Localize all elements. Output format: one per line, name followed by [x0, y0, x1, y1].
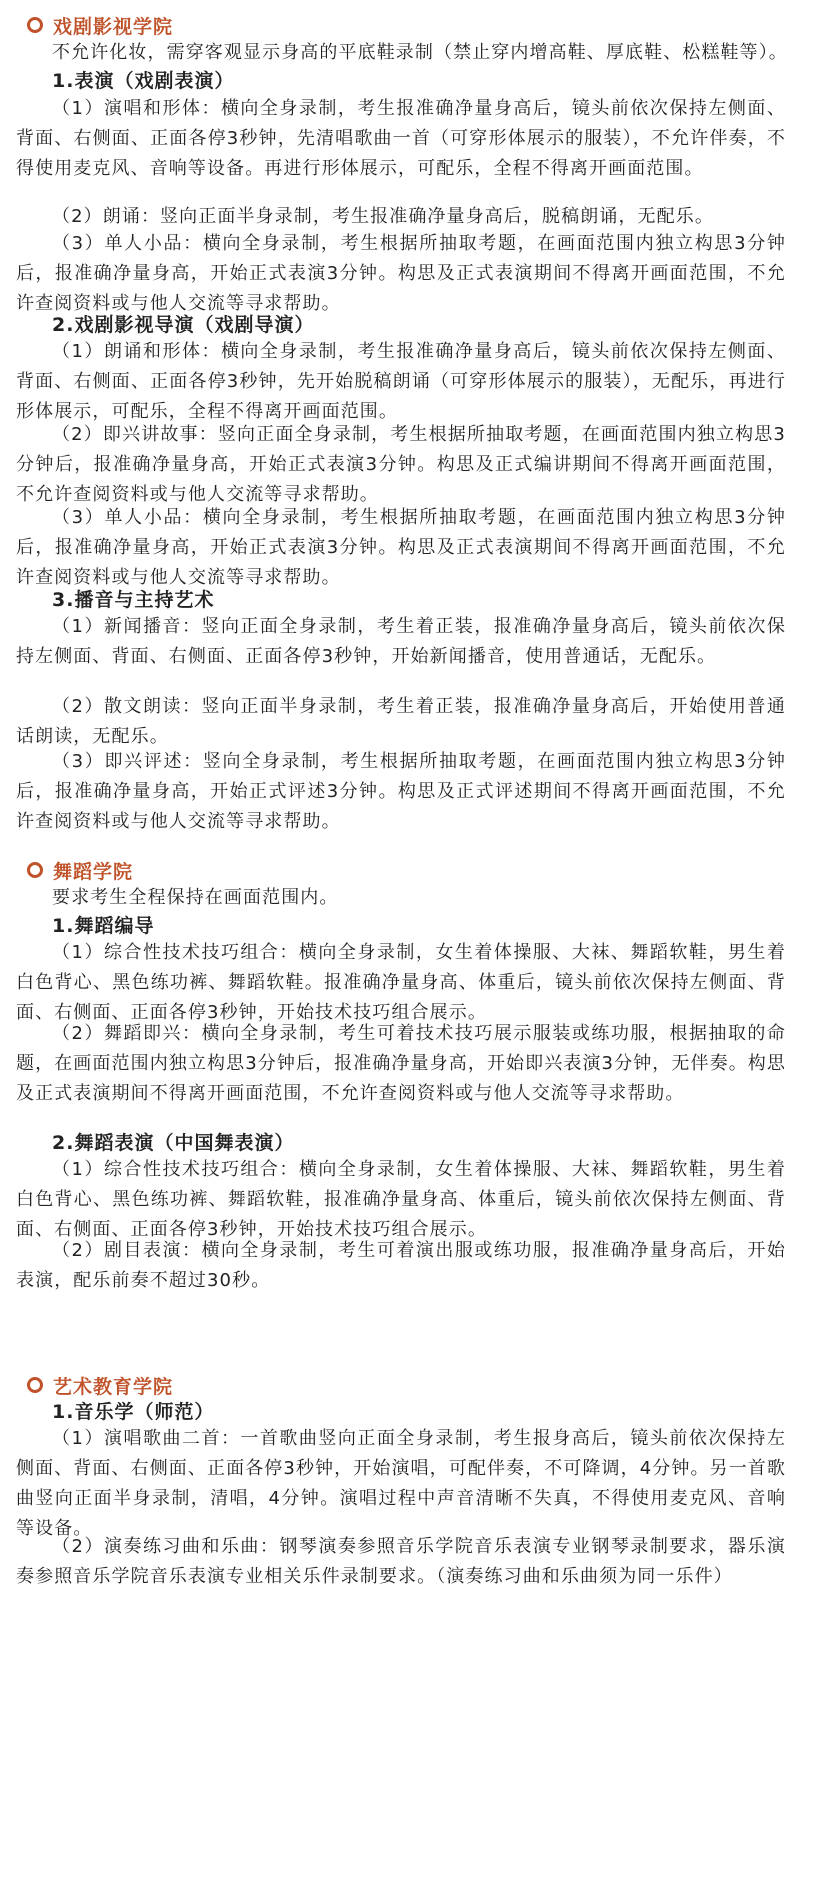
- section-title: 舞蹈学院: [53, 860, 134, 883]
- requirement-paragraph: （3）即兴评述：竖向全身录制，考生根据所抽取考题，在画面范围内独立构思3分钟后，报准确净量身高，开始正式评述3分钟。构思及正式评述期间不得离开画面范围，不允许查阅资料或与他人交流等寻求帮助。: [16, 751, 786, 832]
- requirement-paragraph: （2）剧目表演：横向全身录制，考生可着演出服或练功服，报准确净量身高后，开始表演，配乐前奏不超过30秒。: [16, 1240, 786, 1291]
- requirement-paragraph: （1）朗诵和形体：横向全身录制，考生报准确净量身高后，镜头前依次保持左侧面、背面、右侧面、正面各停3秒钟，先开始脱稿朗诵（可穿形体展示的服装），无配乐，再进行形体展示，可配乐，全程不得离开画面范围。: [16, 341, 786, 422]
- requirement-paragraph: （1）演唱和形体：横向全身录制，考生报准确净量身高后，镜头前依次保持左侧面、背面、右侧面、正面各停3秒钟，先清唱歌曲一首（可穿形体展示的服装），不允许伴奏，不得使用麦克风、音响等设备。再进行形体展示，可配乐，全程不得离开画面范围。: [16, 98, 786, 179]
- circle-outline-icon: [27, 1377, 43, 1393]
- major-title: 2.戏剧影视导演（戏剧导演）: [52, 314, 315, 336]
- section-header: [27, 10, 173, 40]
- requirement-paragraph: （3）单人小品：横向全身录制，考生根据所抽取考题，在画面范围内独立构思3分钟后，报准确净量身高，开始正式表演3分钟。构思及正式表演期间不得离开画面范围，不允许查阅资料或与他人交流等寻求帮助。: [16, 233, 786, 314]
- circle-outline-icon: [27, 17, 43, 33]
- requirement-paragraph: （1）新闻播音：竖向正面全身录制，考生着正装，报准确净量身高后，镜头前依次保持左侧面、背面、右侧面、正面各停3秒钟，开始新闻播音，使用普通话，无配乐。: [16, 616, 786, 667]
- requirement-paragraph: （3）单人小品：横向全身录制，考生根据所抽取考题，在画面范围内独立构思3分钟后，报准确净量身高，开始正式表演3分钟。构思及正式表演期间不得离开画面范围，不允许查阅资料或与他人交流等寻求帮助。: [16, 507, 786, 588]
- section-title: 戏剧影视学院: [53, 15, 174, 38]
- requirement-paragraph: （1）综合性技术技巧组合：横向全身录制，女生着体操服、大袜、舞蹈软鞋，男生着白色背心、黑色练功裤、舞蹈软鞋，报准确净量身高、体重后，镜头前依次保持左侧面、背面、右侧面、正面各停3秒钟，开始技术技巧组合展示。: [16, 1159, 786, 1240]
- requirement-paragraph: （2）演奏练习曲和乐曲：钢琴演奏参照音乐学院音乐表演专业钢琴录制要求，器乐演奏参照音乐学院音乐表演专业相关乐件录制要求。（演奏练习曲和乐曲须为同一乐件）: [16, 1536, 786, 1587]
- requirement-paragraph: （2）散文朗读：竖向正面半身录制，考生着正装，报准确净量身高后，开始使用普通话朗读，无配乐。: [16, 696, 786, 747]
- circle-outline-icon: [27, 862, 43, 878]
- section-header: [27, 855, 133, 885]
- major-title: 1.表演（戏剧表演）: [52, 70, 235, 92]
- requirement-paragraph: （2）朗诵：竖向正面半身录制，考生报准确净量身高后，脱稿朗诵，无配乐。: [52, 206, 714, 227]
- section-intro: 要求考生全程保持在画面范围内。: [52, 887, 339, 908]
- requirement-paragraph: （2）即兴讲故事：竖向正面全身录制，考生根据所抽取考题，在画面范围内独立构思3分钟后，报准确净量身高，开始正式表演3分钟。构思及正式编讲期间不得离开画面范围，不允许查阅资料或与他人交流等寻求帮助。: [16, 424, 786, 505]
- major-title: 2.舞蹈表演（中国舞表演）: [52, 1132, 295, 1154]
- section-title: 艺术教育学院: [53, 1375, 174, 1398]
- major-title: 1.舞蹈编导: [52, 915, 155, 937]
- requirement-paragraph: （2）舞蹈即兴：横向全身录制，考生可着技术技巧展示服装或练功服，根据抽取的命题，在画面范围内独立构思3分钟后，报准确净量身高，开始即兴表演3分钟，无伴奏。构思及正式表演期间不得离开画面范围，不允许查阅资料或与他人交流等寻求帮助。: [16, 1023, 786, 1104]
- requirement-paragraph: （1）综合性技术技巧组合：横向全身录制，女生着体操服、大袜、舞蹈软鞋，男生着白色背心、黑色练功裤、舞蹈软鞋。报准确净量身高、体重后，镜头前依次保持左侧面、背面、右侧面、正面各停3秒钟，开始技术技巧组合展示。: [16, 942, 786, 1023]
- major-title: 3.播音与主持艺术: [52, 589, 215, 611]
- section-intro: 不允许化妆，需穿客观显示身高的平底鞋录制（禁止穿内增高鞋、厚底鞋、松糕鞋等）。: [52, 42, 788, 63]
- section-header: [27, 1370, 173, 1400]
- major-title: 1.音乐学（师范）: [52, 1401, 215, 1423]
- requirement-paragraph: （1）演唱歌曲二首：一首歌曲竖向正面全身录制，考生报身高后，镜头前依次保持左侧面、背面、右侧面、正面各停3秒钟，开始演唱，可配伴奏，不可降调，4分钟。另一首歌曲竖向正面半身录制，清唱，4分钟。演唱过程中声音清晰不失真，不得使用麦克风、音响等设备。: [16, 1428, 786, 1539]
